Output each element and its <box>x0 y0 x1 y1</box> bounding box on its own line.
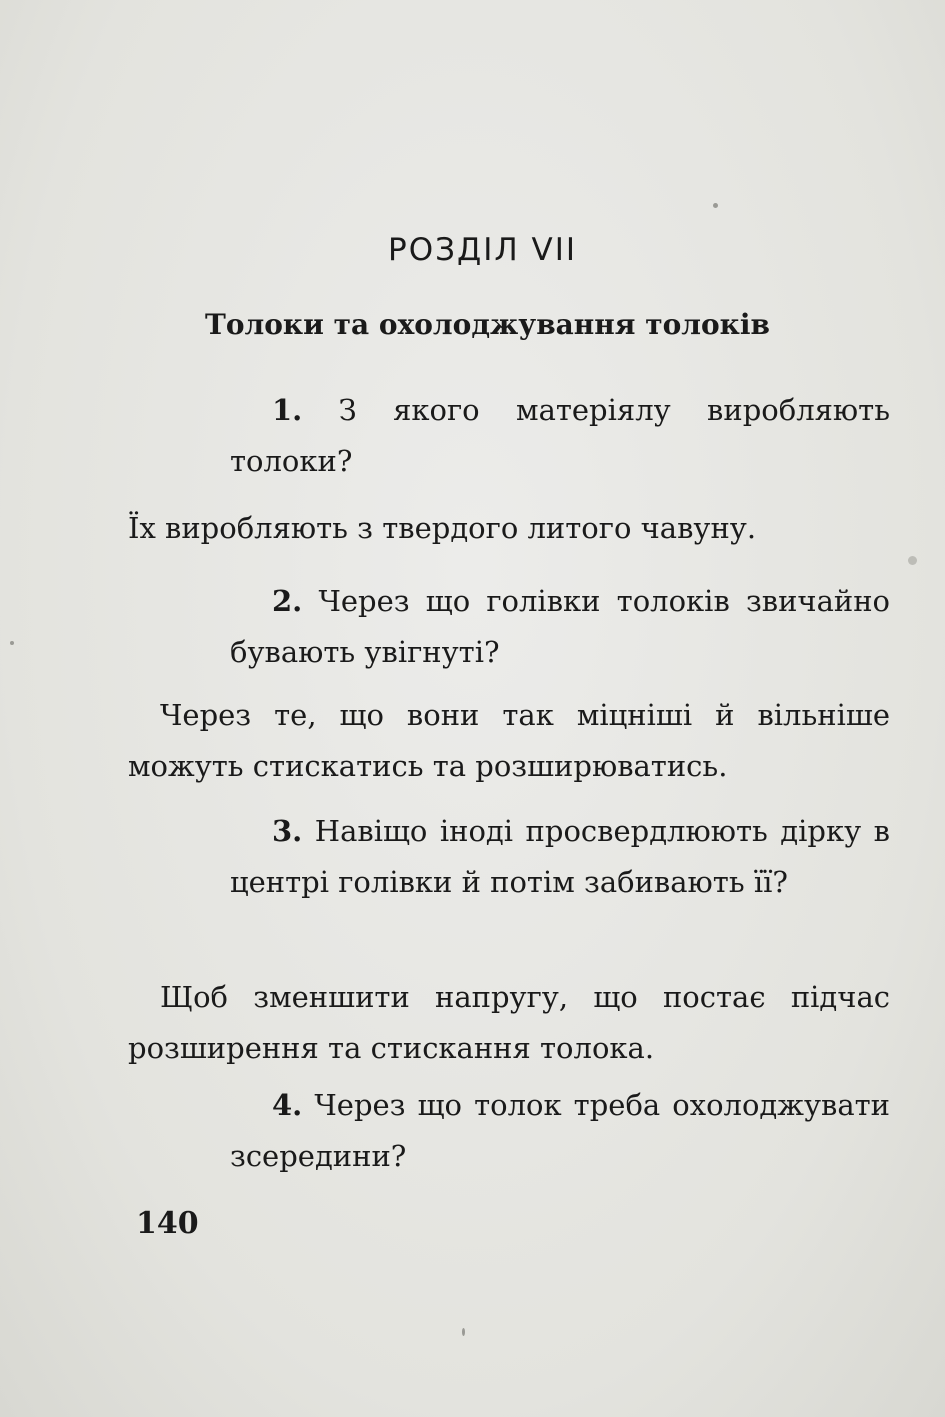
question-2 <box>230 576 890 678</box>
page-number: 140 <box>136 1206 199 1241</box>
question-text: Через що толок треба охолоджувати зсередини? <box>230 1088 891 1173</box>
question-text: Через що голівки толоків звичайно бувають увігнуті? <box>230 584 891 669</box>
paper-speck <box>713 203 718 208</box>
chapter-heading: РОЗДІЛ VII <box>388 232 577 268</box>
question-1 <box>230 385 890 487</box>
answer-text: Через те, що вони так міцніші й вільніше можуть стискатись та розширюватись. <box>128 698 890 783</box>
answer-2 <box>128 690 890 792</box>
question-number: 4. <box>272 1088 303 1122</box>
question-3 <box>230 806 890 908</box>
question-text: Навіщо іноді просвердлюють дірку в центрі голівки й потім забивають її? <box>230 814 890 899</box>
paper-speck <box>908 556 917 565</box>
question-4 <box>230 1080 890 1182</box>
answer-text: Їх виробляють з твердого литого чавуну. <box>128 511 757 545</box>
answer-text: Щоб зменшити напругу, що постає підчас розширення та стискання толока. <box>128 980 890 1065</box>
section-title: Толоки та охолоджування толоків <box>204 308 770 341</box>
question-text: З якого матеріялу виробляють толоки? <box>230 393 890 478</box>
paper-speck <box>10 641 14 645</box>
answer-3 <box>128 972 890 1074</box>
answer-1 <box>128 503 890 554</box>
question-number: 3. <box>272 814 303 848</box>
question-number: 2. <box>272 584 303 618</box>
question-number: 1. <box>272 393 303 427</box>
paper-speck <box>462 1328 465 1336</box>
